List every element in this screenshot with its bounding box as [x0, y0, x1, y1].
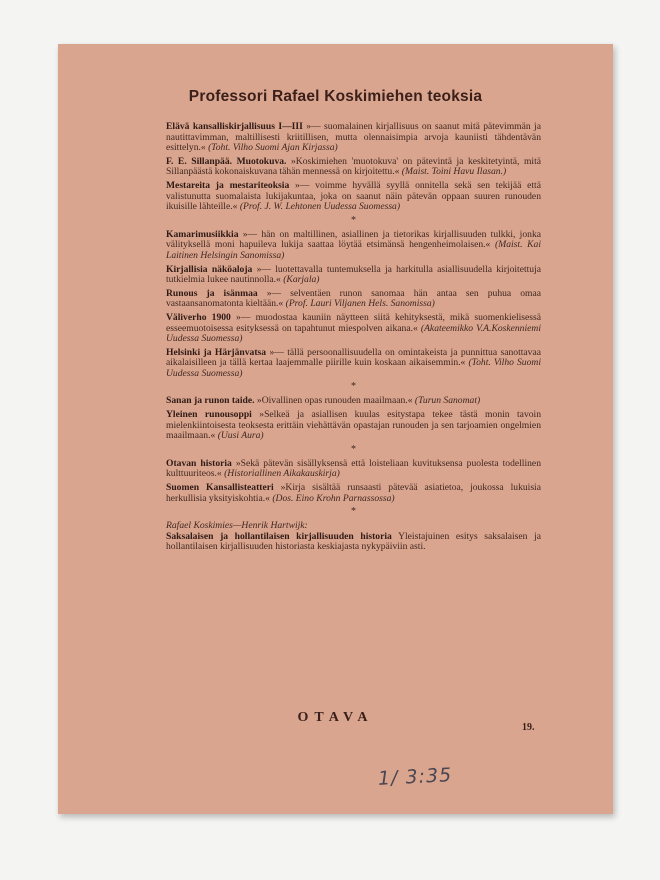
- review-quote: »— selventäen runon sanomaa hän antaa sen puhua omaa vastaansanomatonta kieltään.«: [166, 287, 541, 310]
- book-title: Sanan ja runon taide.: [166, 395, 255, 407]
- book-entry: [166, 181, 541, 213]
- book-back-cover: [58, 44, 613, 814]
- review-credit: (Karjala): [283, 274, 320, 286]
- book-title: Elävä kansalliskirjallisuus I—III: [166, 121, 303, 132]
- book-entry: [166, 265, 541, 286]
- book-entry: [166, 521, 541, 553]
- book-authors: Rafael Koskimies—Henrik Hartwijk:: [166, 520, 308, 532]
- book-title: F. E. Sillanpää. Muotokuva.: [166, 155, 287, 167]
- review-quote: »— hän on maltillinen, asiallinen ja tietorikas kirjallisuuden tulkki, jonka välityksellä moni hapuileva lukija saattaa löytää etsimänsä hengenheimolaisen.«: [166, 228, 541, 251]
- book-entry: [166, 348, 541, 380]
- book-entry: [166, 313, 541, 345]
- review-quote: »Kirja sisältää runsaasti pätevää asiatietoa, joukossa lukuisia herkullisia yksityiskohtia.«: [166, 482, 541, 504]
- review-quote: »Koskimiehen 'muotokuva' on pätevintä ja keskitetyintä, mitä Sillanpäästä kokonaiskuvana tähän mennessä on kirjoitettu.«: [166, 155, 541, 178]
- review-credit: (Toht. Vilho Suomi Uudessa Suomessa): [166, 357, 541, 379]
- handwritten-price-note: 1/ 3:35: [377, 764, 453, 790]
- review-quote: »— tällä persoonallisuudella on omintakeista ja punnittua sanottavaa aikalaisilleen ja tällä kertaa laajemmalle piirille kuin koskaan aikaisemmin.«: [166, 346, 541, 369]
- publisher-name: OTAVA: [297, 710, 374, 725]
- book-entry: [166, 483, 541, 504]
- review-credit: (Historiallinen Aikakauskirja): [224, 468, 340, 480]
- book-title: Mestareita ja mestariteoksia: [166, 179, 290, 191]
- book-entry: [166, 230, 541, 262]
- book-entry: [166, 459, 541, 480]
- review-quote: »Selkeä ja asiallisen kuulas esitystapa tekee tästä monin tavoin mielenkiintoisesta teoksesta erittäin viehättävän opastajan runouden ja sen tarjoamien ongelmien maailmaan.«: [166, 409, 541, 442]
- book-title: Helsinki ja Härjänvatsa: [166, 346, 267, 358]
- book-entry: [166, 396, 541, 407]
- review-quote: »— voimme hyvällä syyllä onnitella sekä sen tekijää että valistunutta suomalaista lukijakuntaa, joka on saanut näin pätevän oppaan suuren runouden ikuisille lähteille.«: [166, 179, 541, 213]
- review-credit: (Turun Sanomat): [414, 395, 481, 407]
- review-credit: (Toht. Vilho Suomi Ajan Kirjassa): [208, 142, 338, 154]
- review-credit: (Uusi Aura): [217, 430, 264, 442]
- book-title: Yleinen runousoppi: [166, 409, 252, 421]
- review-credit: (Maist. Toini Havu Ilasan.): [401, 166, 507, 178]
- separator-asterisk: *: [351, 443, 356, 455]
- book-title: Runous ja isänmaa: [166, 287, 258, 299]
- review-credit: (Prof. Lauri Viljanen Hels. Sanomissa): [285, 298, 435, 310]
- book-title: Saksalaisen ja hollantilaisen kirjallisuuden historia: [166, 530, 392, 542]
- book-list: [166, 122, 541, 556]
- separator-asterisk: *: [351, 381, 356, 393]
- book-entry: [166, 289, 541, 310]
- review-quote: »Oivallinen opas runouden maailmaan.«: [254, 395, 415, 407]
- review-credit: (Prof. J. W. Lehtonen Uudessa Suomessa): [239, 201, 401, 213]
- book-entry: [166, 410, 541, 442]
- book-title: Kirjallisia näköaloja: [166, 263, 253, 275]
- review-quote: »— suomalainen kirjallisuus on saanut mitä pätevimmän ja nautittavimman, maltillisesti kriitillisen, mutta olennaisimpia arvoja kauniisti tähdentävän esittelyn.«: [166, 121, 541, 154]
- review-quote: »— muodostaa kauniin näytteen siitä kehityksestä, mikä suomenkielisessä esseemuotoisessa esityksessä on tapahtunut miespolven aikana.«: [166, 311, 541, 334]
- separator-asterisk: *: [351, 214, 356, 226]
- book-entry: [166, 157, 541, 178]
- review-credit: (Maist. Kai Laitinen Helsingin Sanomissa): [166, 239, 541, 261]
- page-number: 19.: [522, 722, 535, 733]
- book-title: Kamarimusiikkia: [166, 228, 239, 240]
- review-credit: (Dos. Eino Krohn Parnassossa): [272, 492, 395, 504]
- book-title: Otavan historia: [166, 457, 232, 469]
- book-title: Väliverho 1900: [166, 311, 231, 323]
- page-title: Professori Rafael Koskimiehen teoksia: [188, 88, 483, 105]
- review-credit: (Akateemikko V.A.Koskenniemi Uudessa Suomessa): [166, 322, 542, 345]
- book-description: Yleistajuinen esitys saksalaisen ja hollantilaisen kirjallisuuden historiasta keskiajasta nykypäiviin asti.: [166, 530, 541, 553]
- book-title: Suomen Kansallisteatteri: [166, 482, 274, 494]
- review-quote: »Sekä pätevän sisällyksensä että loisteliaan kuvituksensa puolesta todellinen kulttuuriteos.«: [166, 457, 541, 480]
- book-entry: [166, 122, 541, 154]
- review-quote: »— luotettavalla tuntemuksella ja harkitulla asiallisuudella kirjoitettuja tutkielmia lukee nautinnolla.«: [166, 263, 542, 286]
- separator-asterisk: *: [351, 506, 356, 518]
